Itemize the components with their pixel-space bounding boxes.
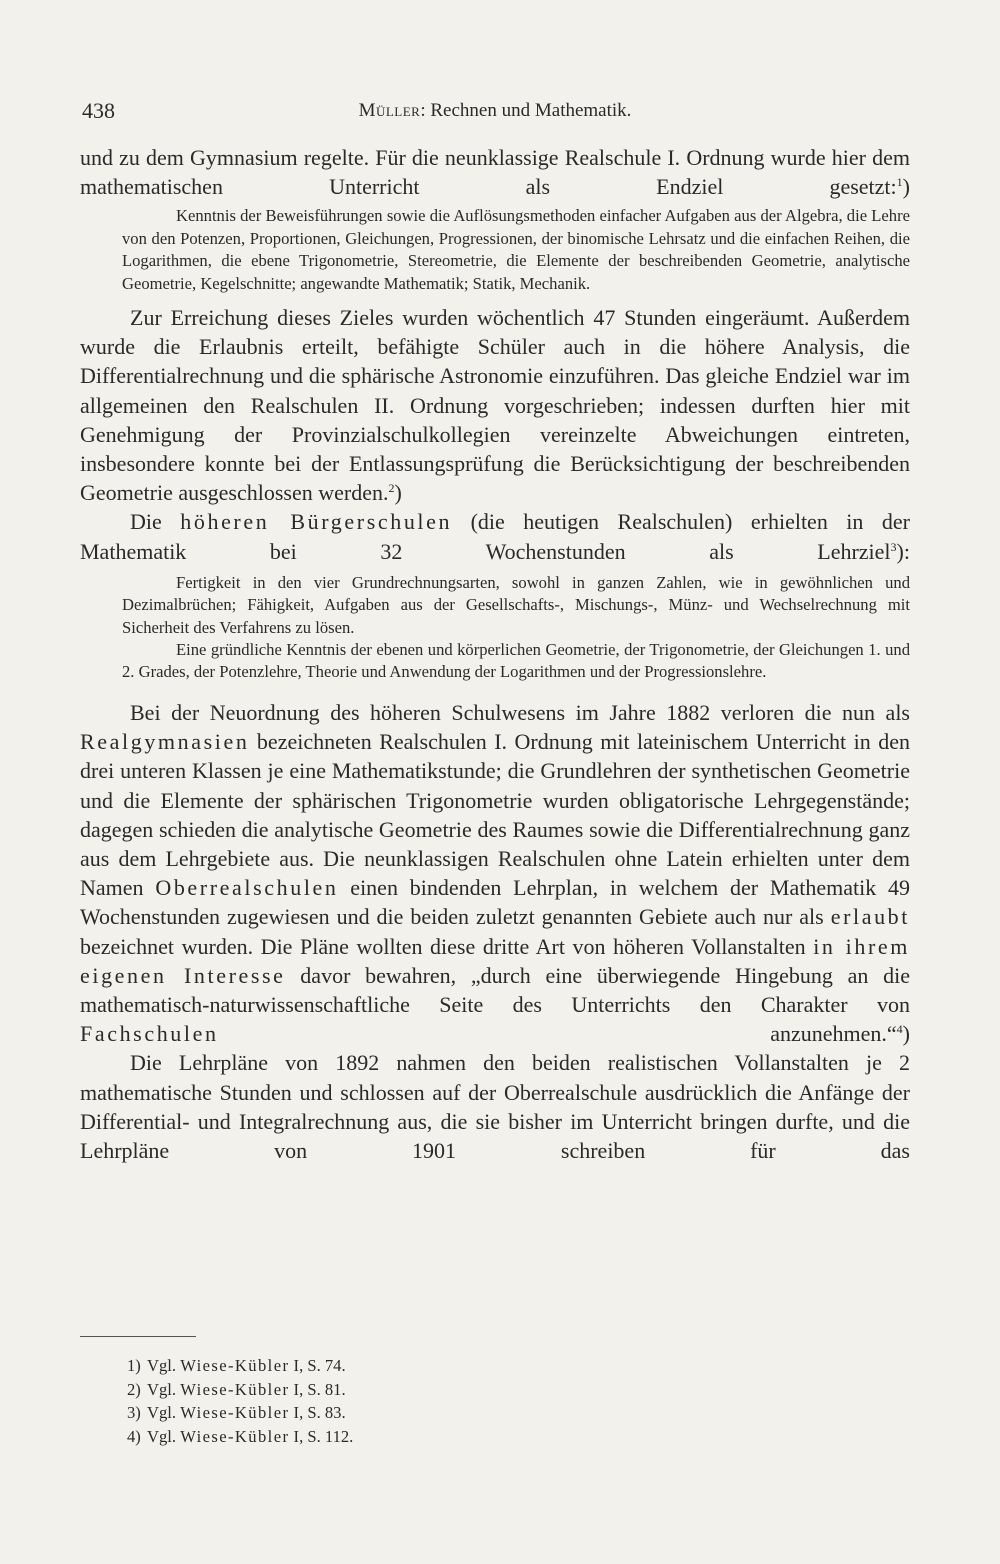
footnote-mark: 4) <box>127 1426 141 1446</box>
paragraph-4-text-c: einen bindenden Lehrplan, in welchem der Mathematik 49 Wochenstunden zugewiesen und die beiden zuletzt genannten Gebiete auch nur als <box>80 875 911 930</box>
footnote-ref: I, S. 83. <box>289 1403 346 1422</box>
spaced-term: Fachschulen <box>80 1021 219 1047</box>
footnote-text: Vgl. <box>147 1379 181 1399</box>
paragraph-4-end: ) <box>902 1021 910 1047</box>
paragraph-2-end: ) <box>394 480 402 506</box>
spaced-term: höheren Bürgerschulen <box>180 509 453 535</box>
spaced-term: in ihrem eigenen Interesse <box>80 933 910 988</box>
paragraph-3-end: ): <box>896 538 910 564</box>
footnote-author: Wiese-Kübler <box>180 1403 290 1422</box>
running-title-author: Müller <box>358 100 421 121</box>
footnotes <box>127 1354 353 1448</box>
running-title-text: : Rechnen und Mathematik. <box>420 100 632 121</box>
paragraph-3-text-b: (die heutigen Realschulen) erhielten in der Mathematik bei 32 Wochenstunden als Lehrziel <box>80 509 911 564</box>
paragraph-4-text-b: bezeichneten Realschulen I. Ordnung mit lateinischem Unterricht in den drei unteren Klassen je eine Mathematikstunde; die Grundlehren der synthetischen Geometrie und die Elemente der sphärischen Trigonometrie wurden obligatorische Lehrgegenstände; dagegen schieden die analytische Geometrie des Raumes sowie die Differentialrechnung ganz aus dem Lehrgebiete aus. Die neunklassigen Realschulen ohne Latein erhielten unter dem Namen <box>80 729 910 901</box>
footnote-ref-1: 1 <box>896 175 903 190</box>
paragraph-3-text-a: Die <box>130 509 181 535</box>
spaced-term: erlaubt <box>830 904 910 930</box>
footnote-ref: I, S. 112. <box>289 1426 354 1446</box>
paragraph-5: Die Lehrpläne von 1892 nahmen den beiden realistischen Vollanstalten je 2 mathematische Stunden und schlossen auf der Oberrealschule ausdrücklich die Anfänge der Differential- und Integralrechnung aus, die sie bisher im Unterricht bringen durfte, und die Lehrpläne von 1901 schreiben für das <box>80 1050 910 1163</box>
footnote-author: Wiese-Kübler <box>180 1379 290 1399</box>
footnote <box>127 1401 353 1425</box>
footnote-mark: 1) <box>127 1356 141 1375</box>
paragraph-2-text: Zur Erreichung dieses Zieles wurden wöchentlich 47 Stunden eingeräumt. Außerdem wurde die Erlaubnis erteilt, befähigte Schüler auch in die höhere Analysis, die Differentialrechnung und die sphärische Astronomie einzuführen. Das gleiche Endziel war im allgemeinen den Realschulen II. Ordnung vorgeschrieben; indessen durften hier mit Genehmigung der Provinzialschulkollegien vereinzelte Abweichungen eintreten, insbesondere konnte bei der Entlassungsprüfung die Berücksichtigung der beschreibenden Geometrie ausgeschlossen werden. <box>80 305 910 506</box>
quote-block-2: Fertigkeit in den vier Grundrechnungsarten, sowohl in ganzen Zahlen, wie in gewöhnlichen und Dezimalbrüchen; Fähigkeit, Aufgaben aus der Gesellschafts-, Mischungs-, Münz- und Wechselrechnung mit Sicherheit des Verfahrens zu lösen. <box>122 572 910 637</box>
paragraph-1 <box>80 143 910 201</box>
footnote-ref-4: 4 <box>896 1022 903 1037</box>
paragraph-4-text-e: davor bewahren, „durch eine überwiegende Hingebung an die mathematisch-naturwissenschaftliche Seite des Unterrichts den Charakter von <box>80 962 910 1017</box>
paragraph-4-text-d: bezeichnet wurden. Die Pläne wollten diese dritte Art von höheren Vollanstalten <box>80 933 814 959</box>
footnote-author: Wiese-Kübler <box>180 1356 290 1375</box>
footnote-mark: 2) <box>127 1379 141 1399</box>
running-title <box>80 100 910 122</box>
page-number: 438 <box>82 98 115 123</box>
footnote-ref-3: 3 <box>890 539 897 554</box>
main-text <box>80 143 910 1165</box>
quote-block-3: Eine gründliche Kenntnis der ebenen und körperlichen Geometrie, der Trigonometrie, der Gleichungen 1. und 2. Grades, der Potenzlehre, Theorie und Anwendung der Logarithmen und der Progressionslehre. <box>122 640 910 682</box>
footnote-text: Vgl. <box>147 1426 181 1446</box>
footnote-ref: I, S. 81. <box>289 1379 346 1399</box>
footnote-author: Wiese-Kübler <box>180 1426 290 1446</box>
spaced-term: Oberrealschulen <box>155 875 339 901</box>
paragraph-3 <box>80 507 910 565</box>
paragraph-4-text-a: Bei der Neuordnung des höheren Schulwesens im Jahre 1882 verloren die nun als <box>130 699 910 725</box>
footnote <box>127 1354 353 1378</box>
paragraph-1-end: ) <box>902 174 910 200</box>
footnote-mark: 3) <box>127 1403 141 1422</box>
paragraph-4-text-f: anzunehmen.“ <box>218 1021 897 1047</box>
running-header <box>80 98 910 130</box>
paragraph-1-text: und zu dem Gymnasium regelte. Für die neunklassige Realschule I. Ordnung wurde hier dem mathematischen Unterricht als Endziel gesetzt: <box>80 145 910 200</box>
footnote-ref: I, S. 74. <box>289 1356 346 1375</box>
footnote <box>127 1378 353 1402</box>
footnote-rule <box>80 1336 196 1337</box>
footnote-text: Vgl. <box>147 1356 181 1375</box>
footnote <box>127 1425 353 1449</box>
footnote-ref-2: 2 <box>388 481 395 496</box>
spaced-term: Realgymnasien <box>80 729 250 755</box>
footnote-text: Vgl. <box>147 1403 181 1422</box>
quote-block-1: Kenntnis der Beweisführungen sowie die Auflösungsmethoden einfacher Aufgaben aus der Algebra, die Lehre von den Potenzen, Proportionen, Gleichungen, Progressionen, der binomische Lehrsatz und die einfachen Reihen, die Logarithmen, die ebene Trigonometrie, Stereometrie, die Elemente der beschreibenden Geometrie, analytische Geometrie, Kegelschnitte; angewandte Mathematik; Statik, Mechanik. <box>122 206 910 293</box>
paragraph-2 <box>80 303 910 507</box>
paragraph-4 <box>80 698 910 1048</box>
